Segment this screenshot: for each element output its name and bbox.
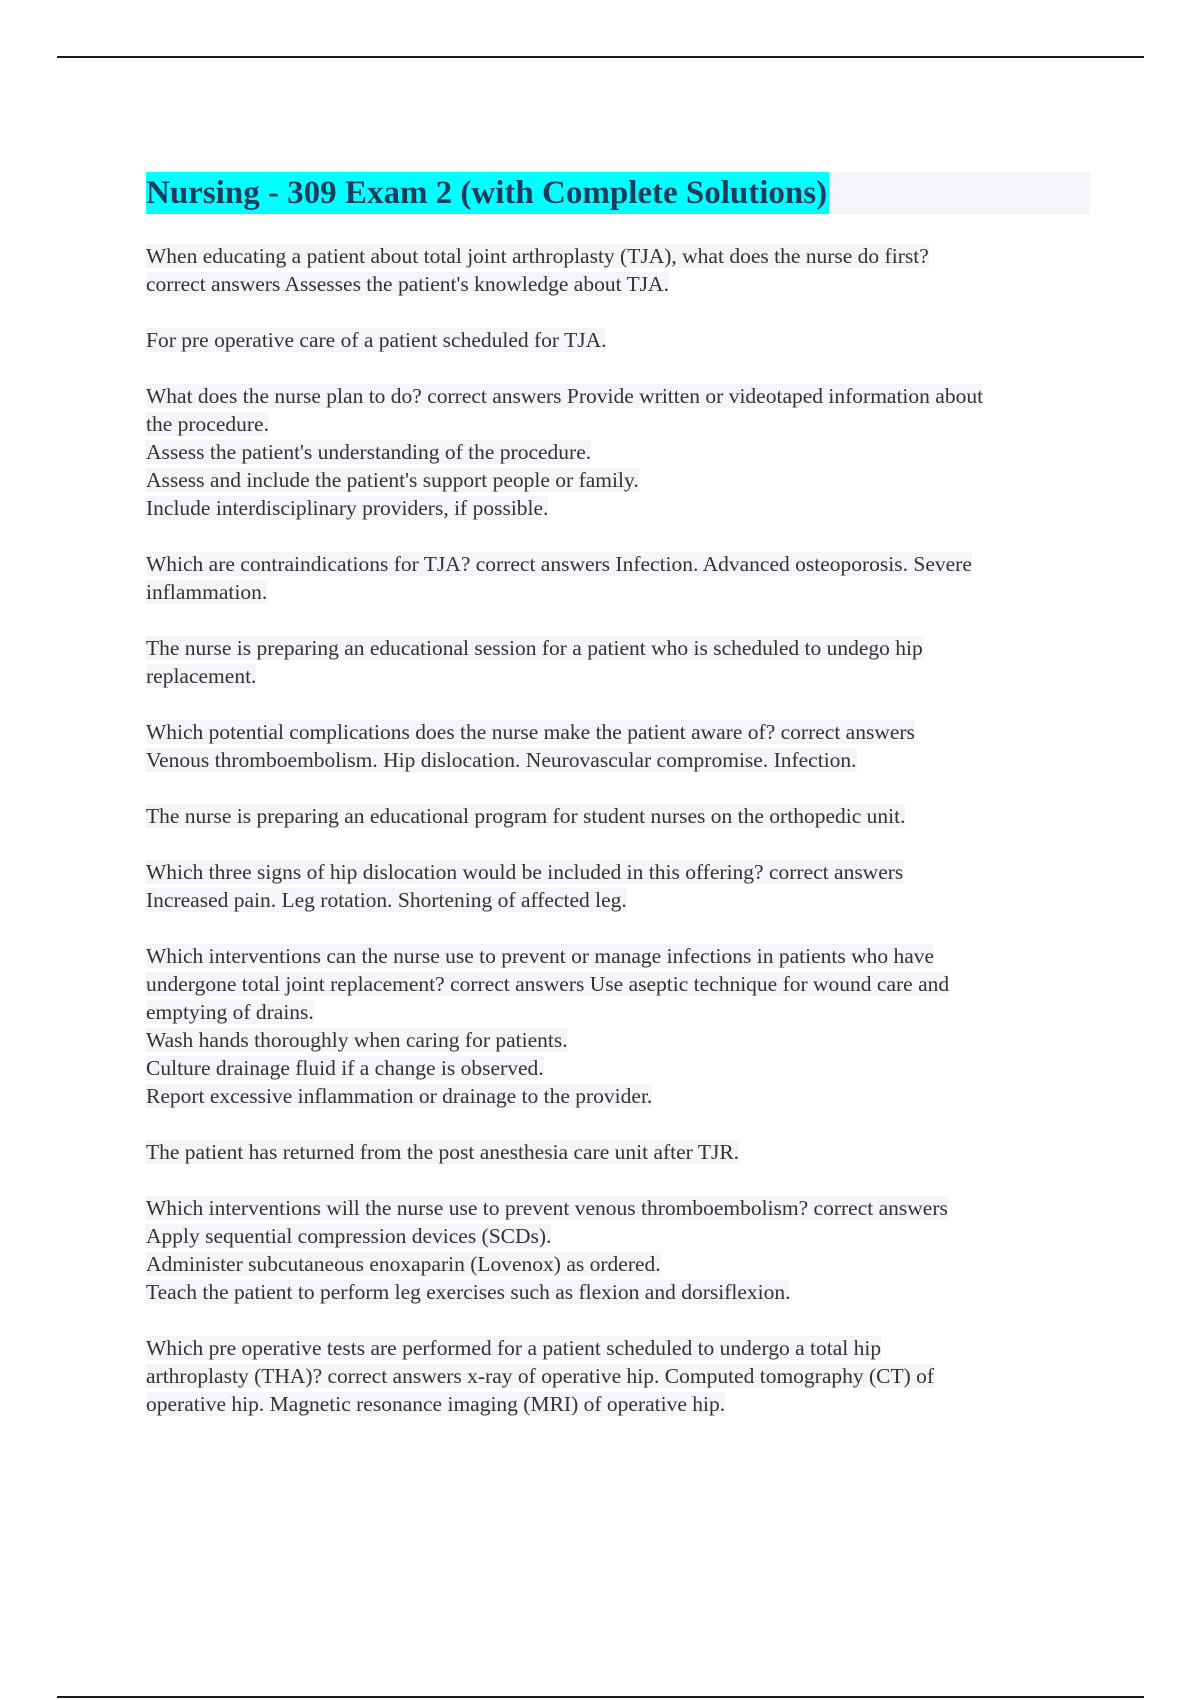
text-line bbox=[146, 1082, 1090, 1110]
qa-paragraph bbox=[146, 942, 1090, 1110]
text-line-content: Assess and include the patient's support people or family. bbox=[146, 468, 639, 492]
document-body bbox=[146, 172, 1090, 1446]
text-line-content: Which interventions will the nurse use to prevent venous thromboembolism? correct answers bbox=[146, 1196, 948, 1220]
text-line bbox=[146, 270, 1090, 298]
text-line bbox=[146, 1222, 1090, 1250]
text-line bbox=[146, 242, 1090, 270]
qa-paragraph bbox=[146, 802, 1090, 830]
text-line bbox=[146, 410, 1090, 438]
text-line-content: When educating a patient about total joint arthroplasty (TJA), what does the nurse do first? bbox=[146, 244, 929, 268]
title-bar bbox=[146, 172, 1090, 214]
text-line-content: Venous thromboembolism. Hip dislocation. Neurovascular compromise. Infection. bbox=[146, 748, 857, 772]
qa-paragraph bbox=[146, 242, 1090, 298]
qa-paragraph bbox=[146, 550, 1090, 606]
text-line-content: What does the nurse plan to do? correct answers Provide written or videotaped information about bbox=[146, 384, 984, 408]
qa-paragraph bbox=[146, 858, 1090, 914]
qa-paragraph bbox=[146, 718, 1090, 774]
text-line-content: Which are contraindications for TJA? correct answers Infection. Advanced osteoporosis. Severe bbox=[146, 552, 972, 576]
text-line-content: Which pre operative tests are performed for a patient scheduled to undergo a total hip bbox=[146, 1336, 882, 1360]
text-line bbox=[146, 746, 1090, 774]
qa-paragraph bbox=[146, 1334, 1090, 1418]
text-line-content: Which interventions can the nurse use to prevent or manage infections in patients who have bbox=[146, 944, 935, 968]
text-line bbox=[146, 326, 1090, 354]
text-line bbox=[146, 466, 1090, 494]
text-line-content: Report excessive inflammation or drainage to the provider. bbox=[146, 1084, 653, 1108]
qa-list bbox=[146, 242, 1090, 1418]
bottom-rule bbox=[57, 1696, 1144, 1698]
text-line-content: undergone total joint replacement? correct answers Use aseptic technique for wound care and bbox=[146, 972, 950, 996]
text-line bbox=[146, 1026, 1090, 1054]
text-line bbox=[146, 662, 1090, 690]
text-line-content: the procedure. bbox=[146, 412, 269, 436]
text-line-content: Which potential complications does the nurse make the patient aware of? correct answers bbox=[146, 720, 915, 744]
text-line bbox=[146, 1194, 1090, 1222]
text-line-content: Assess the patient's understanding of the procedure. bbox=[146, 440, 592, 464]
text-line-content: Wash hands thoroughly when caring for patients. bbox=[146, 1028, 568, 1052]
text-line bbox=[146, 1334, 1090, 1362]
text-line bbox=[146, 1278, 1090, 1306]
text-line-content: Which three signs of hip dislocation would be included in this offering? correct answers bbox=[146, 860, 904, 884]
document-title: Nursing - 309 Exam 2 (with Complete Solutions) bbox=[146, 172, 829, 214]
text-line bbox=[146, 718, 1090, 746]
text-line-content: Include interdisciplinary providers, if possible. bbox=[146, 496, 549, 520]
text-line-content: inflammation. bbox=[146, 580, 268, 604]
text-line-content: Culture drainage fluid if a change is observed. bbox=[146, 1056, 544, 1080]
qa-paragraph bbox=[146, 382, 1090, 522]
text-line-content: The nurse is preparing an educational program for student nurses on the orthopedic unit. bbox=[146, 804, 906, 828]
text-line bbox=[146, 550, 1090, 578]
qa-paragraph bbox=[146, 326, 1090, 354]
text-line-content: For pre operative care of a patient scheduled for TJA. bbox=[146, 328, 607, 352]
qa-paragraph bbox=[146, 1194, 1090, 1306]
text-line-content: operative hip. Magnetic resonance imaging (MRI) of operative hip. bbox=[146, 1392, 726, 1416]
text-line-content: correct answers Assesses the patient's knowledge about TJA. bbox=[146, 272, 669, 296]
text-line-content: Apply sequential compression devices (SCDs). bbox=[146, 1224, 552, 1248]
text-line bbox=[146, 634, 1090, 662]
text-line-content: The nurse is preparing an educational session for a patient who is scheduled to undego hip bbox=[146, 636, 923, 660]
text-line bbox=[146, 886, 1090, 914]
text-line bbox=[146, 998, 1090, 1026]
text-line bbox=[146, 858, 1090, 886]
text-line bbox=[146, 1362, 1090, 1390]
text-line bbox=[146, 494, 1090, 522]
text-line bbox=[146, 970, 1090, 998]
text-line-content: Administer subcutaneous enoxaparin (Lovenox) as ordered. bbox=[146, 1252, 661, 1276]
text-line bbox=[146, 1054, 1090, 1082]
text-line bbox=[146, 578, 1090, 606]
text-line-content: arthroplasty (THA)? correct answers x-ray of operative hip. Computed tomography (CT) of bbox=[146, 1364, 935, 1388]
text-line-content: emptying of drains. bbox=[146, 1000, 314, 1024]
text-line-content: Increased pain. Leg rotation. Shortening of affected leg. bbox=[146, 888, 627, 912]
qa-paragraph bbox=[146, 634, 1090, 690]
text-line bbox=[146, 802, 1090, 830]
text-line bbox=[146, 382, 1090, 410]
text-line bbox=[146, 1250, 1090, 1278]
text-line bbox=[146, 1138, 1090, 1166]
qa-paragraph bbox=[146, 1138, 1090, 1166]
top-rule bbox=[57, 56, 1144, 58]
text-line bbox=[146, 1390, 1090, 1418]
text-line bbox=[146, 438, 1090, 466]
text-line-content: The patient has returned from the post anesthesia care unit after TJR. bbox=[146, 1140, 740, 1164]
text-line bbox=[146, 942, 1090, 970]
text-line-content: replacement. bbox=[146, 664, 257, 688]
text-line-content: Teach the patient to perform leg exercises such as flexion and dorsiflexion. bbox=[146, 1280, 791, 1304]
